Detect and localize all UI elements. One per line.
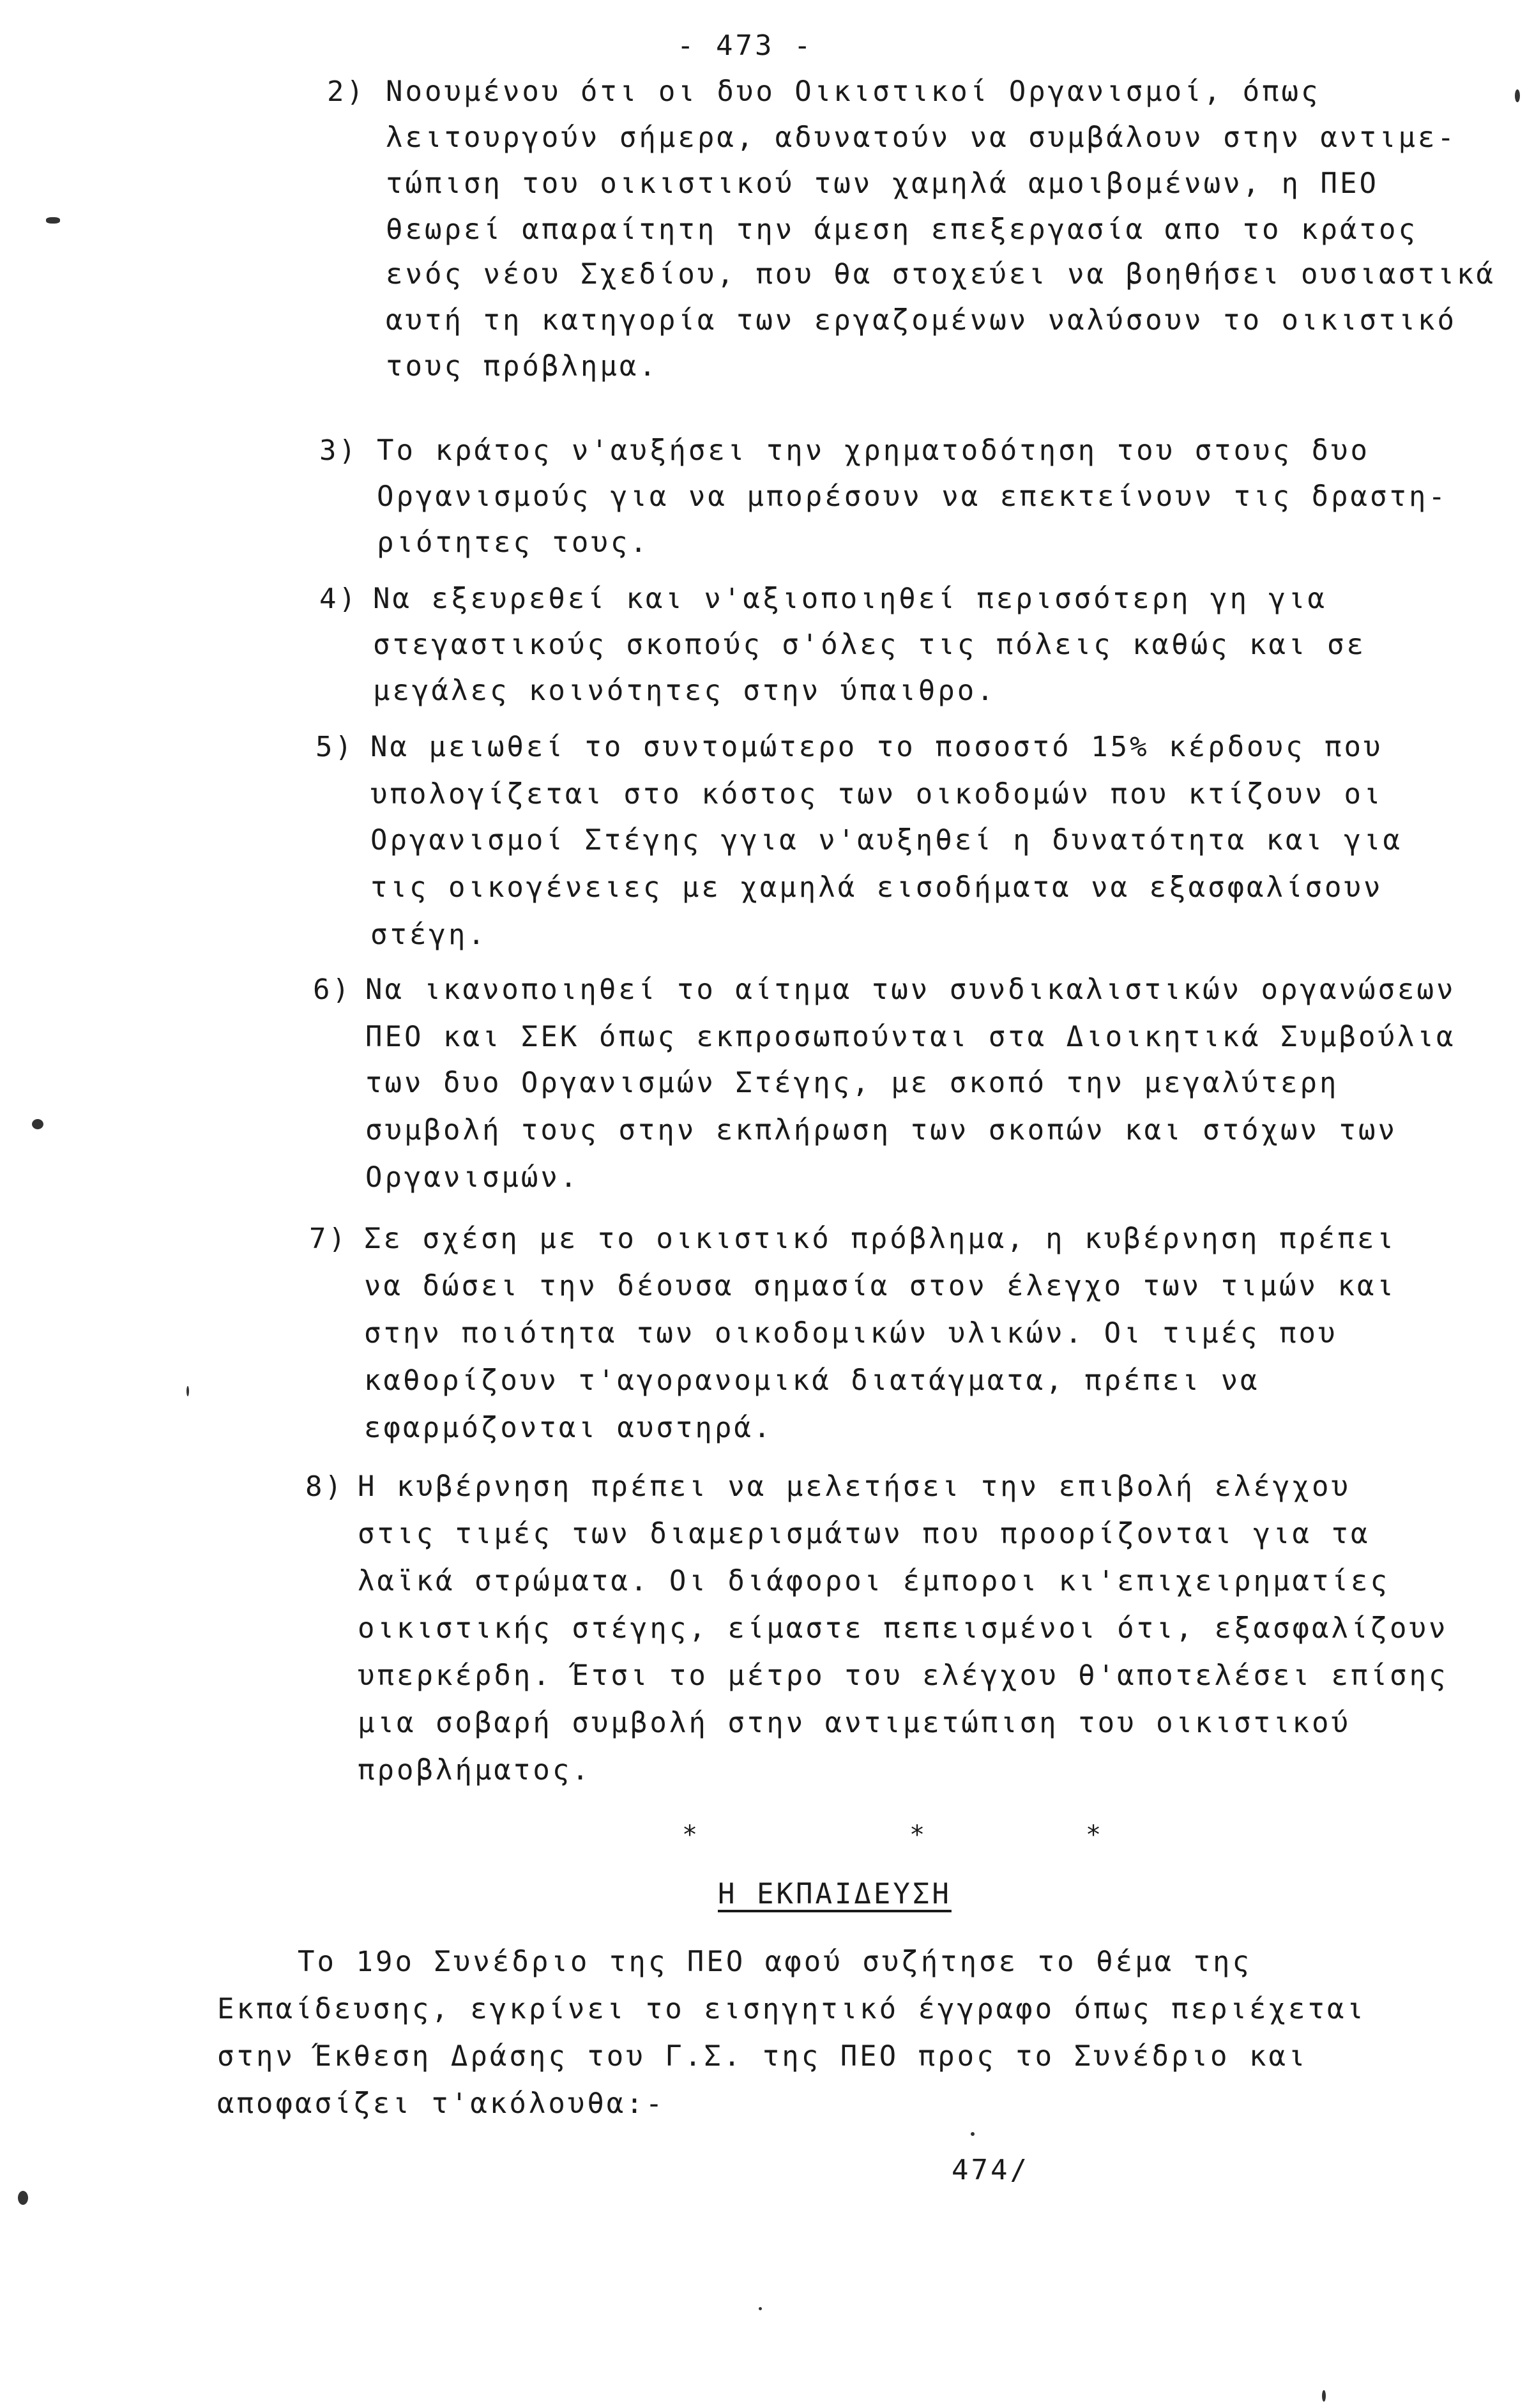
item-line: Οργανισμών.: [365, 1161, 580, 1194]
item-line: Να ικανοποιηθεί το αίτημα των συνδικαλιστικών οργανώσεων: [365, 973, 1456, 1006]
item-line: λαϊκά στρώματα. Οι διάφοροι έμποροι κι'επιχειρηματίες: [358, 1565, 1390, 1597]
item-number: 5): [315, 731, 354, 763]
scan-speck: [32, 1119, 43, 1129]
scan-speck: [46, 217, 60, 224]
item-line: εφαρμόζονται αυστηρά.: [364, 1412, 773, 1444]
scan-speck: [18, 2191, 28, 2205]
item-line: στις τιμές των διαμερισμάτων που προορίζονται για τα: [358, 1518, 1371, 1550]
item-line: καθορίζουν τ'αγορανομικά διατάγματα, πρέπει να: [364, 1364, 1260, 1397]
separator-star: *: [909, 1820, 928, 1850]
item-line: τώπιση του οικιστικού των χαμηλά αμοιβομένων, η ΠΕΟ: [386, 167, 1379, 200]
paragraph-line: Εκπαίδευσης, εγκρίνει το εισηγητικό έγγραφο όπως περιέχεται: [217, 1993, 1366, 2025]
item-line: Σε σχέση με το οικιστικό πρόβλημα, η κυβέρνηση πρέπει: [364, 1223, 1396, 1255]
item-line: των δυο Οργανισμών Στέγης, με σκοπό την μεγαλύτερη: [365, 1067, 1339, 1099]
item-line: τις οικογένειες με χαμηλά εισοδήματα να εξασφαλίσουν: [370, 871, 1383, 904]
section-heading: Η ΕΚΠΑΙΔΕΥΣΗ: [718, 1878, 952, 1910]
item-line: τους πρόβλημα.: [386, 350, 658, 383]
item-line: θεωρεί απαραίτητη την άμεση επεξεργασία απο το κράτος: [386, 213, 1418, 246]
item-line: στέγη.: [370, 918, 487, 951]
page-number-top: - 473 -: [677, 29, 814, 62]
item-line: Οργανισμοί Στέγης γγια ν'αυξηθεί η δυνατότητα και για: [370, 824, 1402, 857]
scan-speck: [759, 2307, 762, 2310]
item-line: αυτή τη κατηγορία των εργαζομένων ναλύσουν το οικιστικό: [386, 304, 1457, 337]
item-number: 2): [327, 75, 366, 108]
item-line: συμβολή τους στην εκπλήρωση των σκοπών και στόχων των: [365, 1114, 1397, 1147]
paragraph-line: στην Έκθεση Δράσης του Γ.Σ. της ΠΕΟ προς το Συνέδριο και: [217, 2040, 1308, 2073]
separator-star: *: [1086, 1820, 1104, 1850]
item-line: να δώσει την δέουσα σημασία στον έλεγχο των τιμών και: [364, 1270, 1396, 1302]
paragraph-line: αποφασίζει τ'ακόλουθα:-: [217, 2087, 665, 2120]
item-line: ΠΕΟ και ΣΕΚ όπως εκπροσωπούνται στα Διοικητικά Συμβούλια: [365, 1021, 1456, 1053]
scan-speck: [186, 1386, 189, 1396]
item-line: Να μειωθεί το συντομώτερο το ποσοστό 15% κέρδους που: [370, 731, 1383, 763]
item-line: ενός νέου Σχεδίου, που θα στοχεύει να βοηθήσει ουσιαστικά: [386, 258, 1496, 291]
item-line: ριότητες τους.: [377, 526, 649, 559]
item-line: μια σοβαρή συμβολή στην αντιμετώπιση του οικιστικού: [358, 1707, 1351, 1739]
item-line: Η κυβέρνηση πρέπει να μελετήσει την επιβολή ελέγχου: [358, 1470, 1351, 1503]
item-line: οικιστικής στέγης, είμαστε πεπεισμένοι ότι, εξασφαλίζουν: [358, 1612, 1448, 1645]
item-line: Οργανισμούς για να μπορέσουν να επεκτείνουν τις δραστη-: [377, 480, 1448, 513]
continuation-page-marker: 474/: [952, 2154, 1029, 2186]
item-number: 3): [319, 434, 358, 467]
separator-star: *: [682, 1820, 701, 1850]
item-line: στην ποιότητα των οικοδομικών υλικών. Οι τιμές που: [364, 1317, 1338, 1350]
item-number: 8): [305, 1470, 344, 1503]
item-line: στεγαστικούς σκοπούς σ'όλες τις πόλεις καθώς και σε: [373, 629, 1367, 661]
item-line: λειτουργούν σήμερα, αδυνατούν να συμβάλουν στην αντιμε-: [386, 121, 1457, 154]
item-line: μεγάλες κοινότητες στην ύπαιθρο.: [373, 674, 996, 707]
item-line: προβλήματος.: [358, 1754, 591, 1787]
item-line: Να εξευρεθεί και ν'αξιοποιηθεί περισσότερη γη για: [373, 583, 1328, 615]
item-line: Νοουμένου ότι οι δυο Οικιστικοί Οργανισμοί, όπως: [386, 75, 1321, 108]
item-number: 7): [309, 1223, 348, 1255]
scan-speck: [1515, 89, 1520, 102]
scan-speck: [1322, 2390, 1326, 2402]
item-line: υπερκέρδη. Έτσι το μέτρο του ελέγχου θ'αποτελέσει επίσης: [358, 1659, 1448, 1692]
scan-speck: [971, 2132, 975, 2136]
item-line: υπολογίζεται στο κόστος των οικοδομών που κτίζουν οι: [370, 778, 1383, 811]
item-number: 4): [319, 583, 358, 615]
paragraph-line: Το 19ο Συνέδριο της ΠΕΟ αφού συζήτησε το θέμα της: [298, 1946, 1252, 1978]
item-number: 6): [313, 973, 352, 1006]
item-line: Το κράτος ν'αυξήσει την χρηματοδότηση του στους δυο: [377, 434, 1371, 467]
